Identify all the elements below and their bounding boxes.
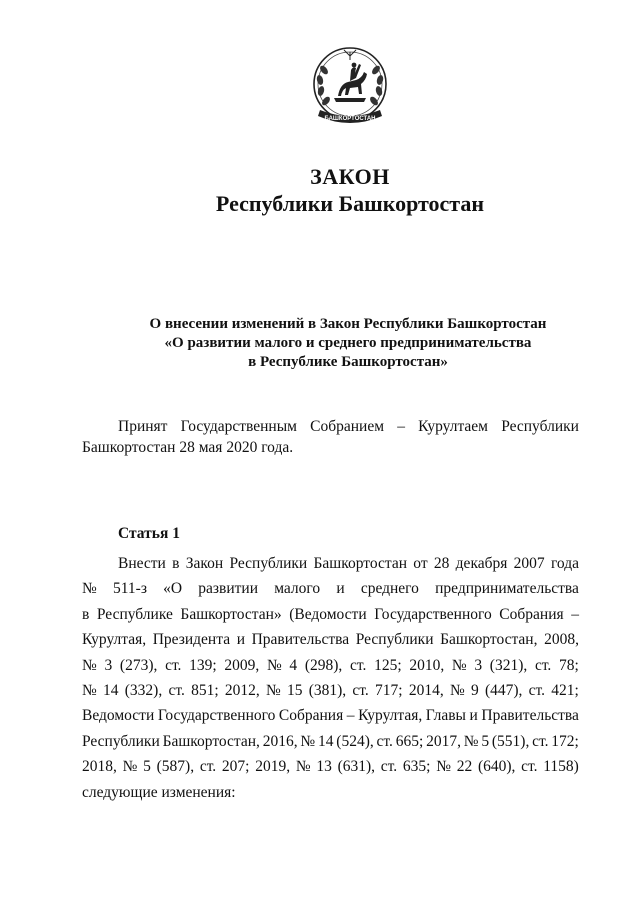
word: 125; [374,656,402,674]
word: Государственного [157,707,276,725]
word: Собрания [499,605,564,623]
word: № [295,758,311,776]
word: ст. [532,732,549,750]
word: № [122,758,138,776]
word: 2007 [513,555,545,572]
word: Закон [185,555,224,572]
word: Курултая, [82,631,147,649]
word: ст. [528,682,546,700]
word: 207; [221,758,250,776]
word: Башкортостан, [162,732,260,750]
word: и [336,580,345,598]
word: № [82,682,97,700]
word: предпринимательства [435,580,579,598]
word: Государственным [180,418,297,435]
article-line [82,780,579,805]
article-line [82,729,579,754]
word: 14 [103,682,119,700]
word: следующие изменения: [82,783,236,801]
word: – [346,707,355,725]
article-line [82,653,579,678]
word: (551), [491,732,530,750]
word: 3 [474,656,483,674]
word: ст. [165,656,182,674]
word: 3 [104,656,113,674]
word: (631), [337,758,376,776]
document-title [0,164,640,218]
word: в [172,555,180,572]
word: декабря [455,555,508,572]
word: развитии [198,580,259,598]
article-body [82,551,579,805]
word: 2019, [255,758,291,776]
word: среднего [360,580,419,598]
word: 2018, [82,758,117,776]
word: ст. [199,758,217,776]
word: № [266,656,282,674]
word: 28 [433,555,450,572]
word: 2016, [262,732,298,750]
word: 5 [481,732,490,750]
word: Республики [501,418,579,435]
word: Республики [229,555,308,572]
article-line [82,602,579,627]
word: (587), [156,758,195,776]
word: Правительства [481,707,579,725]
word: (332), [124,682,163,700]
word: малого [274,580,321,598]
word: 13 [316,758,332,776]
word: № [265,682,281,700]
article-line [82,703,579,728]
word: Курултая, [358,707,423,725]
word: ст. [376,732,393,750]
word: 511-з [112,580,147,598]
word: № [451,656,467,674]
word: 22 [456,758,473,776]
article-line [82,551,579,576]
word: 717; [375,682,403,700]
word: – [397,418,405,435]
word: Государственного [374,605,492,623]
word: № [463,732,479,750]
word: Башкортостан, [440,631,538,649]
word: Республики [82,732,160,750]
word: и [469,707,478,725]
article-line [82,576,579,601]
word: «О [163,580,183,598]
word: (273), [119,656,158,674]
word: и [236,631,245,649]
word: Курултаем [418,418,488,435]
word: Башкортостан [313,555,407,572]
word: Внести [118,555,166,572]
word: Ведомости [82,707,155,725]
word: 2017, [426,732,461,750]
word: 139; [189,656,217,674]
word: Собрания [278,707,344,725]
title-sub: Республики Башкортостан [215,191,485,216]
word: № [300,732,316,750]
word: Принят [118,418,168,435]
word: 851; [191,682,219,700]
word: 635; [402,758,431,776]
word: 78; [559,656,579,674]
article-title: Статья 1 [118,525,180,542]
word: 172; [551,732,579,750]
word: – [571,605,579,623]
word: Правительства [251,631,350,649]
word: 2012, [224,682,260,700]
word: (321), [489,656,528,674]
word: ст. [350,656,367,674]
word: Республике [96,605,173,623]
word: в [82,605,90,623]
word: ст. [352,682,369,700]
word: (447), [484,682,523,700]
word: Президента [152,631,231,649]
word: 15 [287,682,303,700]
emblem-ribbon-text: БАШКОРТОСТАН [324,116,376,122]
word: Башкортостан» [180,605,282,623]
word: 665; [395,732,424,750]
word: от [413,555,428,572]
heading-line: в Республике Башкортостан» [248,354,448,370]
word: ст. [380,758,398,776]
adoption-note [82,416,579,458]
word: (298), [304,656,343,674]
law-heading [60,315,636,372]
word: 2014, [408,682,444,700]
word: Главы [425,707,466,725]
word: 14 [317,732,334,750]
word: 2009, [224,656,260,674]
adoption-line: Башкортостан 28 мая 2020 года. [82,439,294,456]
word: 5 [143,758,151,776]
word: ст. [534,656,552,674]
heading-line: «О развитии малого и среднего предпринимательства [164,335,532,351]
word: Республики [355,631,434,649]
heading-line: О внесении изменений в Закон Республики Башкортостан [149,316,547,332]
coat-of-arms-icon [304,40,396,132]
word: 421; [551,682,579,700]
word: № [436,758,451,776]
word: Собранием [310,418,385,435]
word: (Ведомости [289,605,367,623]
word: 2010, [409,656,445,674]
word: 2008, [544,631,579,649]
word: 4 [289,656,298,674]
word: (524), [336,732,374,750]
word: ст. [521,758,538,776]
word: 9 [470,682,479,700]
word: 1158) [543,758,579,776]
word: (381), [308,682,347,700]
adoption-line [82,416,579,437]
word: № [82,656,97,674]
word: (640), [477,758,516,776]
article-line [82,627,579,652]
word: года [550,555,579,572]
article-line [82,678,579,703]
article-line [82,754,579,779]
title-main: ЗАКОН [310,164,390,189]
word: № [449,682,465,700]
word: ст. [168,682,185,700]
word: № [82,580,97,598]
